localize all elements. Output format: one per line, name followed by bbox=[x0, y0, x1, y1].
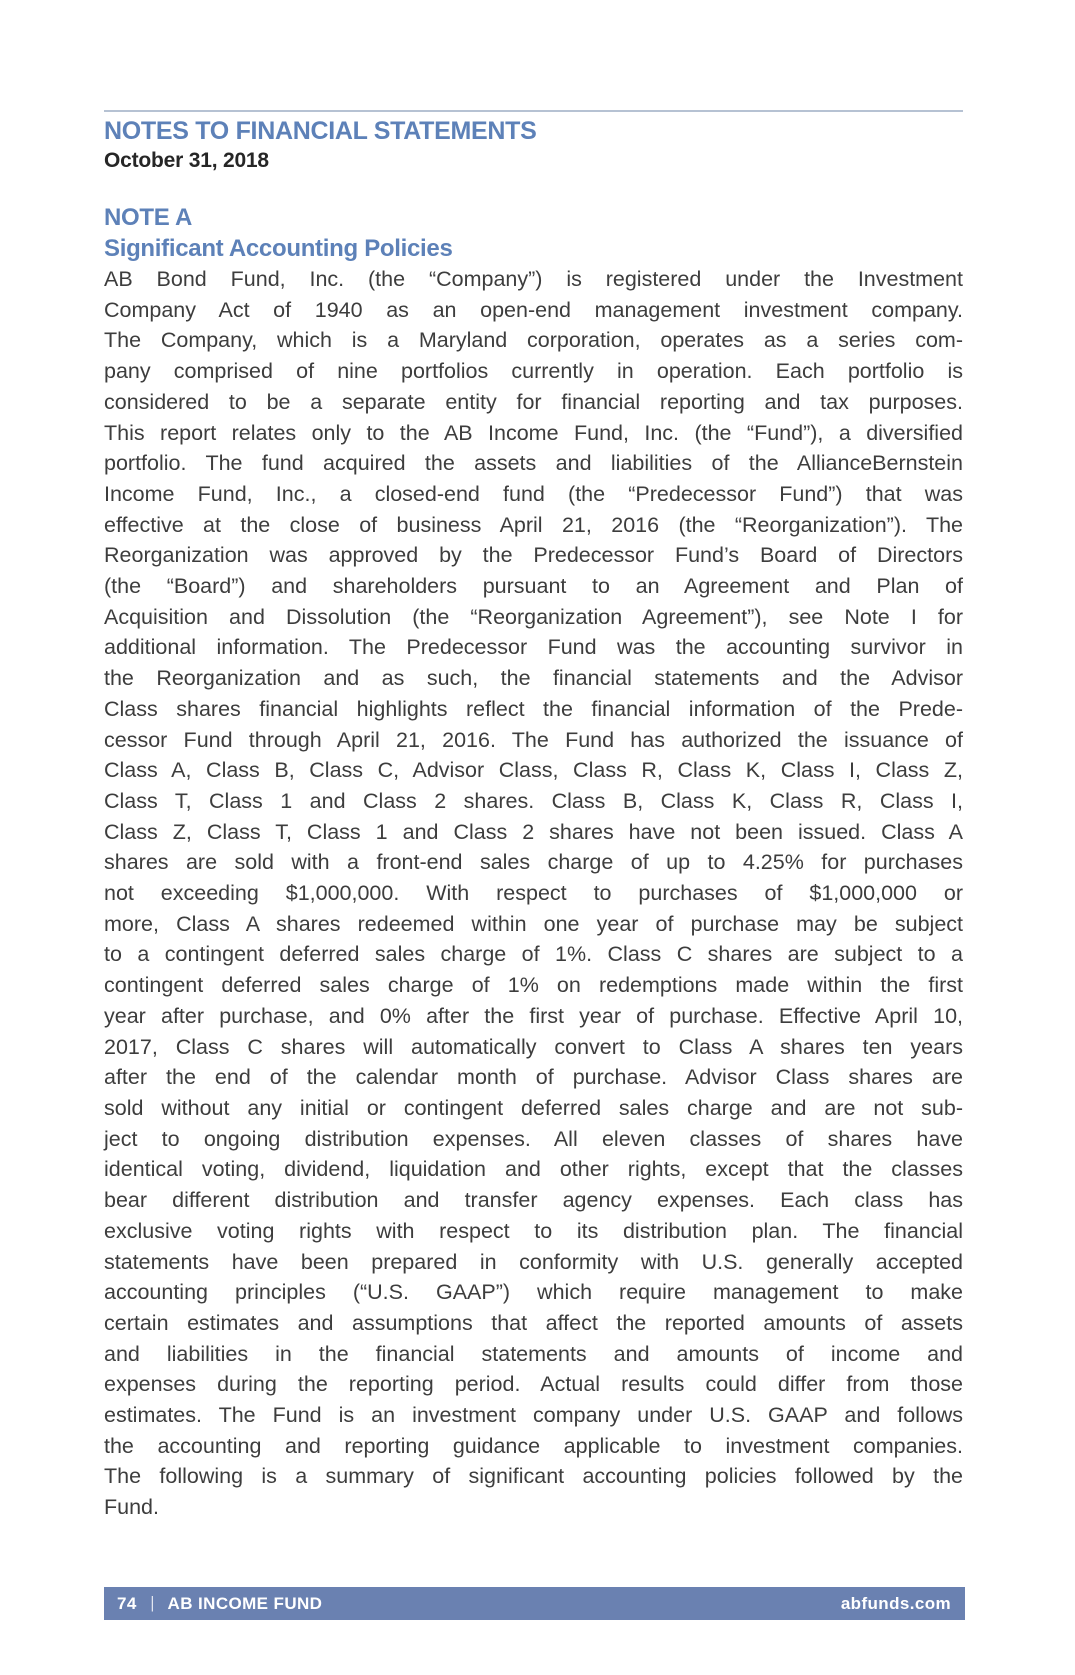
paragraph-line: identical voting, dividend, liquidation and other rights, except that the classes bbox=[104, 1157, 963, 1182]
paragraph-line: portfolio. The fund acquired the assets and liabilities of the AllianceBernstein bbox=[104, 451, 963, 476]
paragraph-line: Class Z, Class T, Class 1 and Class 2 shares have not been issued. Class A bbox=[104, 819, 963, 844]
note-id-heading: NOTE A bbox=[104, 204, 192, 231]
paragraph-line: Reorganization was approved by the Predecessor Fund’s Board of Directors bbox=[104, 543, 963, 568]
paragraph-line: exclusive voting rights with respect to its distribution plan. The financial bbox=[104, 1218, 963, 1243]
paragraph-line: expenses during the reporting period. Actual results could differ from those bbox=[104, 1372, 963, 1397]
paragraph-line: effective at the close of business April 21, 2016 (the “Reorganization”). The bbox=[104, 512, 963, 537]
footer-bar bbox=[104, 1587, 965, 1620]
paragraph-line: Fund. bbox=[104, 1495, 159, 1520]
footer-separator: | bbox=[150, 1592, 154, 1612]
paragraph-line: (the “Board”) and shareholders pursuant to an Agreement and Plan of bbox=[104, 574, 963, 599]
paragraph-line: certain estimates and assumptions that affect the reported amounts of assets bbox=[104, 1310, 963, 1335]
header-rule bbox=[104, 110, 963, 112]
paragraph-line: statements have been prepared in conformity with U.S. generally accepted bbox=[104, 1249, 963, 1274]
paragraph-line: after the end of the calendar month of purchase. Advisor Class shares are bbox=[104, 1065, 963, 1090]
paragraph-line: additional information. The Predecessor Fund was the accounting survivor in bbox=[104, 635, 963, 660]
paragraph-line: contingent deferred sales charge of 1% on redemptions made within the first bbox=[104, 973, 963, 998]
paragraph-line: bear different distribution and transfer agency expenses. Each class has bbox=[104, 1188, 963, 1213]
paragraph-line: the Reorganization and as such, the financial statements and the Advisor bbox=[104, 666, 963, 691]
note-paragraph bbox=[104, 264, 963, 1523]
paragraph-line: The Company, which is a Maryland corporation, operates as a series com- bbox=[104, 328, 963, 353]
paragraph-line: year after purchase, and 0% after the first year of purchase. Effective April 10, bbox=[104, 1003, 963, 1028]
paragraph-line: pany comprised of nine portfolios currently in operation. Each portfolio is bbox=[104, 359, 963, 384]
page-number: 74 bbox=[117, 1593, 137, 1613]
paragraph-line: ject to ongoing distribution expenses. All eleven classes of shares have bbox=[104, 1126, 963, 1151]
paragraph-line: Acquisition and Dissolution (the “Reorganization Agreement”), see Note I for bbox=[104, 604, 963, 629]
footer-website: abfunds.com bbox=[840, 1593, 951, 1613]
paragraph-line: Class A, Class B, Class C, Advisor Class, Class R, Class K, Class I, Class Z, bbox=[104, 758, 963, 783]
note-title-heading: Significant Accounting Policies bbox=[104, 235, 453, 262]
paragraph-line: and liabilities in the financial statements and amounts of income and bbox=[104, 1341, 963, 1366]
report-date: October 31, 2018 bbox=[104, 149, 269, 172]
paragraph-line: estimates. The Fund is an investment company under U.S. GAAP and follows bbox=[104, 1403, 963, 1428]
paragraph-line: shares are sold with a front-end sales charge of up to 4.25% for purchases bbox=[104, 850, 963, 875]
paragraph-line: considered to be a separate entity for financial reporting and tax purposes. bbox=[104, 389, 963, 414]
paragraph-line: sold without any initial or contingent deferred sales charge and are not sub- bbox=[104, 1095, 963, 1120]
paragraph-line: cessor Fund through April 21, 2016. The Fund has authorized the issuance of bbox=[104, 727, 963, 752]
paragraph-line: This report relates only to the AB Income Fund, Inc. (the “Fund”), a diversified bbox=[104, 420, 963, 445]
page-title: NOTES TO FINANCIAL STATEMENTS bbox=[104, 117, 537, 145]
paragraph-line: to a contingent deferred sales charge of 1%. Class C shares are subject to a bbox=[104, 942, 963, 967]
paragraph-line: 2017, Class C shares will automatically convert to Class A shares ten years bbox=[104, 1034, 963, 1059]
footer-left-group bbox=[117, 1594, 322, 1614]
paragraph-line: accounting principles (“U.S. GAAP”) which require management to make bbox=[104, 1280, 963, 1305]
paragraph-line: Class T, Class 1 and Class 2 shares. Class B, Class K, Class R, Class I, bbox=[104, 788, 963, 813]
paragraph-line: The following is a summary of significant accounting policies followed by the bbox=[104, 1464, 963, 1489]
paragraph-line: Company Act of 1940 as an open-end management investment company. bbox=[104, 297, 963, 322]
paragraph-line: not exceeding $1,000,000. With respect to purchases of $1,000,000 or bbox=[104, 881, 963, 906]
paragraph-line: Class shares financial highlights reflect the financial information of the Prede- bbox=[104, 696, 963, 721]
paragraph-line: more, Class A shares redeemed within one year of purchase may be subject bbox=[104, 911, 963, 936]
paragraph-line: Income Fund, Inc., a closed-end fund (the “Predecessor Fund”) that was bbox=[104, 481, 963, 506]
fund-name: AB INCOME FUND bbox=[167, 1593, 323, 1613]
paragraph-line: AB Bond Fund, Inc. (the “Company”) is registered under the Investment bbox=[104, 267, 963, 291]
paragraph-line: the accounting and reporting guidance applicable to investment companies. bbox=[104, 1433, 963, 1458]
